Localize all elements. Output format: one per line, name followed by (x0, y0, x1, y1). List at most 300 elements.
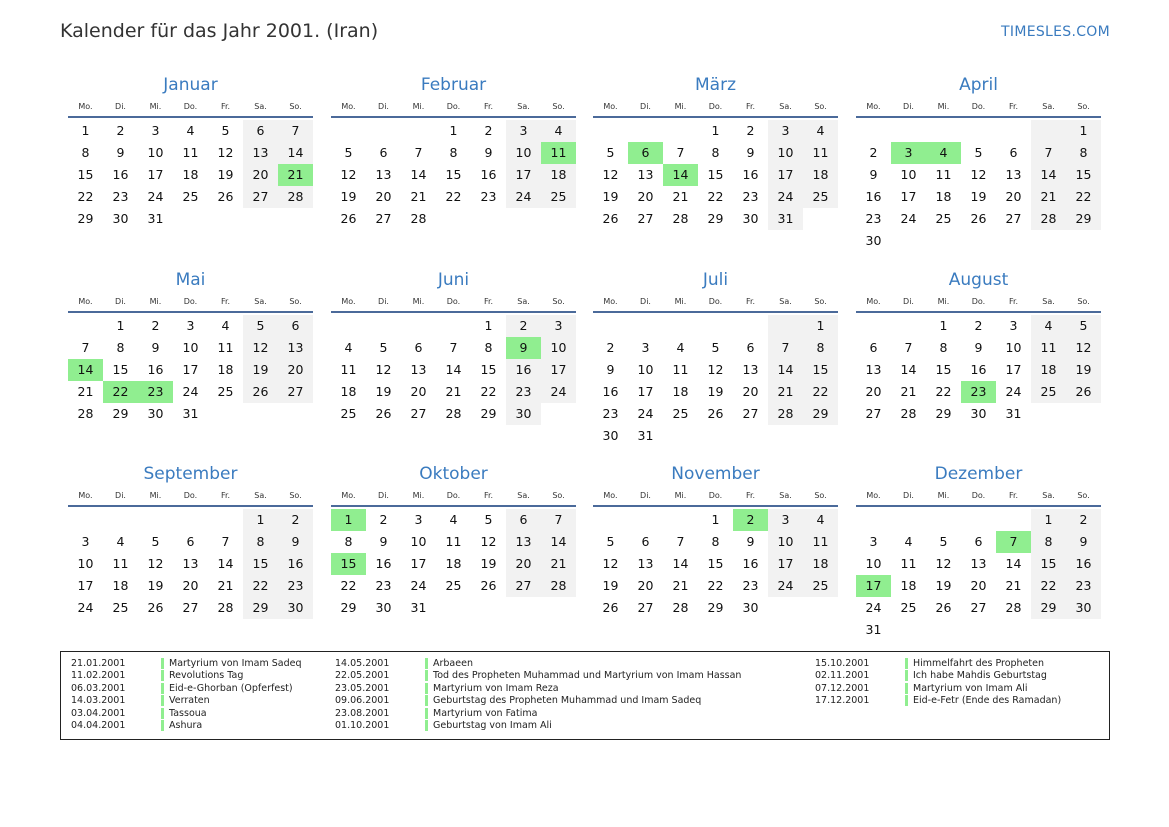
empty-cell (1066, 403, 1101, 425)
day-cell: 6 (414, 340, 423, 355)
weekday-header (593, 293, 838, 313)
day-cell: 30 (375, 600, 392, 615)
weekday-label: So. (1077, 297, 1090, 306)
day-cell: 6 (641, 534, 650, 549)
empty-cell (803, 425, 838, 447)
weekday-label: Fr. (1008, 297, 1019, 306)
day-cell: 15 (331, 553, 366, 575)
day-cell: 23 (865, 211, 882, 226)
weekday-label: Mi. (149, 491, 162, 500)
day-cell: 4 (1031, 315, 1066, 337)
day-cell: 25 (182, 189, 199, 204)
day-cell: 11 (340, 362, 357, 377)
weekday-label: Sa. (779, 297, 792, 306)
day-cell: 25 (803, 186, 838, 208)
day-cell: 21 (77, 384, 94, 399)
weekday-label: Mo. (603, 102, 618, 111)
day-cell: 18 (672, 384, 689, 399)
day-cell: 3 (768, 120, 803, 142)
day-cell: 10 (410, 534, 427, 549)
day-cell: 17 (856, 575, 891, 597)
day-cell: 18 (541, 164, 576, 186)
day-cell: 17 (637, 384, 654, 399)
weekday-label: Mo. (603, 297, 618, 306)
weekday-label: Mi. (412, 102, 425, 111)
day-cell: 4 (803, 509, 838, 531)
weekday-label: Mi. (149, 297, 162, 306)
empty-cell (926, 509, 961, 531)
day-cell: 11 (112, 556, 129, 571)
empty-cell (768, 597, 803, 619)
day-cell: 11 (541, 142, 576, 164)
weekday-label: So. (289, 102, 302, 111)
empty-cell (926, 120, 961, 142)
holiday-column (71, 657, 302, 732)
day-cell: 25 (217, 384, 234, 399)
day-cell: 9 (379, 534, 388, 549)
day-cell: 11 (935, 167, 952, 182)
day-cell: 19 (935, 578, 952, 593)
day-cell: 27 (410, 406, 427, 421)
weekday-label: Fr. (1008, 102, 1019, 111)
holiday-date: 22.05.2001 (335, 670, 390, 682)
day-cell: 15 (935, 362, 952, 377)
day-cell: 3 (186, 318, 195, 333)
holiday-date: 01.10.2001 (335, 720, 390, 732)
day-cell: 27 (1005, 211, 1022, 226)
day-cell: 30 (1066, 597, 1101, 619)
day-cell: 1 (243, 509, 278, 531)
day-cell: 22 (803, 381, 838, 403)
day-cell: 12 (935, 556, 952, 571)
month-name: April (959, 75, 998, 95)
holiday-date: 21.01.2001 (71, 657, 126, 669)
day-cell: 1 (711, 512, 720, 527)
month-juni (331, 267, 576, 425)
holiday-name: Martyrium von Imam Reza (433, 682, 559, 694)
month-name: Februar (420, 75, 487, 95)
day-cell: 8 (711, 534, 720, 549)
weekday-header (68, 98, 313, 118)
holiday-row (335, 707, 741, 720)
day-cell: 24 (900, 211, 917, 226)
day-cell: 27 (865, 406, 882, 421)
day-cell: 19 (602, 189, 619, 204)
day-cell: 7 (676, 534, 685, 549)
holiday-name: Tassoua (169, 707, 207, 719)
holiday-name: Tod des Propheten Muhammad und Martyrium von Imam Hassan (433, 670, 742, 682)
day-cell: 28 (1005, 600, 1022, 615)
day-cell: 7 (449, 340, 458, 355)
day-cell: 6 (186, 534, 195, 549)
day-cell: 17 (506, 164, 541, 186)
holiday-marker (905, 695, 908, 706)
empty-cell (803, 597, 838, 619)
day-cell: 20 (182, 578, 199, 593)
weekday-label: Mo. (78, 102, 93, 111)
empty-cell (891, 619, 926, 641)
day-cell: 16 (375, 556, 392, 571)
empty-cell (856, 315, 891, 337)
day-cell: 3 (81, 534, 90, 549)
day-cell: 28 (217, 600, 234, 615)
day-cell: 17 (147, 167, 164, 182)
empty-cell (926, 619, 961, 641)
weekday-label: Fr. (745, 491, 756, 500)
empty-cell (628, 315, 663, 337)
weekday-label: So. (552, 102, 565, 111)
day-cell: 22 (707, 189, 724, 204)
day-cell: 23 (138, 381, 173, 403)
day-cell: 13 (637, 556, 654, 571)
day-cell: 3 (641, 340, 650, 355)
day-cell: 2 (379, 512, 388, 527)
day-cell: 11 (672, 362, 689, 377)
day-cell: 8 (1031, 531, 1066, 553)
day-cell: 27 (278, 381, 313, 403)
empty-cell (891, 315, 926, 337)
day-cell: 20 (742, 384, 759, 399)
weekday-label: So. (1077, 491, 1090, 500)
weekday-label: So. (814, 297, 827, 306)
month-name: Mai (175, 270, 206, 290)
day-cell: 5 (939, 534, 948, 549)
day-cell: 24 (768, 186, 803, 208)
day-cell: 7 (414, 145, 423, 160)
day-cell: 15 (112, 362, 129, 377)
weekday-label: Di. (640, 491, 651, 500)
day-cell: 19 (147, 578, 164, 593)
weekday-label: Do. (446, 102, 461, 111)
day-cell: 6 (628, 142, 663, 164)
weekday-label: So. (1077, 102, 1090, 111)
holiday-row (71, 695, 302, 708)
day-cell: 4 (186, 123, 195, 138)
day-grid (593, 315, 838, 447)
empty-cell (961, 230, 996, 252)
day-cell: 21 (278, 164, 313, 186)
day-cell: 2 (116, 123, 125, 138)
day-cell: 1 (1031, 509, 1066, 531)
day-cell: 11 (217, 340, 234, 355)
day-cell: 3 (541, 315, 576, 337)
day-cell: 16 (865, 189, 882, 204)
weekday-label: Fr. (745, 102, 756, 111)
day-cell: 1 (449, 123, 458, 138)
day-cell: 29 (1066, 208, 1101, 230)
day-cell: 6 (278, 315, 313, 337)
day-cell: 18 (217, 362, 234, 377)
empty-cell (593, 315, 628, 337)
day-cell: 14 (1005, 556, 1022, 571)
day-cell: 16 (742, 167, 759, 182)
day-cell: 26 (707, 406, 724, 421)
day-cell: 23 (742, 189, 759, 204)
day-cell: 10 (77, 556, 94, 571)
empty-cell (541, 597, 576, 619)
holiday-name: Himmelfahrt des Propheten (913, 657, 1045, 669)
day-cell: 27 (970, 600, 987, 615)
weekday-label: Di. (903, 297, 914, 306)
weekday-label: Mo. (866, 102, 881, 111)
empty-cell (733, 315, 768, 337)
day-cell: 12 (217, 145, 234, 160)
weekday-label: Mo. (341, 297, 356, 306)
empty-cell (138, 509, 173, 531)
day-cell: 21 (541, 553, 576, 575)
day-cell: 6 (1009, 145, 1018, 160)
holiday-name: Eid-e-Ghorban (Opferfest) (169, 682, 293, 694)
day-cell: 12 (602, 556, 619, 571)
month-name: August (948, 270, 1009, 290)
day-cell: 29 (243, 597, 278, 619)
month-november (593, 461, 838, 619)
holiday-date: 03.04.2001 (71, 707, 126, 719)
day-cell: 20 (243, 164, 278, 186)
weekday-label: Sa. (1042, 491, 1055, 500)
holiday-row (71, 707, 302, 720)
day-cell: 10 (147, 145, 164, 160)
day-grid (68, 120, 313, 230)
weekday-label: Di. (115, 491, 126, 500)
day-cell: 3 (506, 120, 541, 142)
day-cell: 15 (1066, 164, 1101, 186)
day-cell: 26 (1066, 381, 1101, 403)
day-cell: 6 (379, 145, 388, 160)
weekday-header (856, 293, 1101, 313)
day-cell: 9 (746, 534, 755, 549)
day-cell: 23 (506, 381, 541, 403)
holiday-date: 04.04.2001 (71, 720, 126, 732)
empty-cell (331, 120, 366, 142)
day-cell: 30 (112, 211, 129, 226)
empty-cell (173, 509, 208, 531)
day-cell: 31 (1005, 406, 1022, 421)
day-cell: 14 (672, 556, 689, 571)
day-cell: 24 (1005, 384, 1022, 399)
empty-cell (401, 315, 436, 337)
day-cell: 8 (1066, 142, 1101, 164)
day-cell: 4 (904, 534, 913, 549)
day-cell: 30 (742, 211, 759, 226)
weekday-header (593, 98, 838, 118)
month-name: Juli (702, 270, 729, 290)
month-name: Januar (163, 75, 218, 95)
day-cell: 23 (112, 189, 129, 204)
empty-cell (103, 509, 138, 531)
day-cell: 29 (340, 600, 357, 615)
day-cell: 29 (935, 406, 952, 421)
day-grid (331, 315, 576, 425)
day-cell: 25 (112, 600, 129, 615)
day-cell: 23 (961, 381, 996, 403)
day-cell: 15 (707, 556, 724, 571)
day-cell: 30 (865, 233, 882, 248)
day-cell: 5 (606, 534, 615, 549)
day-cell: 21 (672, 578, 689, 593)
weekday-label: So. (289, 297, 302, 306)
weekday-label: Sa. (254, 297, 267, 306)
day-cell: 24 (637, 406, 654, 421)
day-cell: 25 (445, 578, 462, 593)
day-cell: 28 (445, 406, 462, 421)
weekday-label: Do. (971, 297, 986, 306)
day-cell: 22 (77, 189, 94, 204)
day-cell: 13 (506, 531, 541, 553)
weekday-label: Fr. (483, 297, 494, 306)
weekday-label: Fr. (1008, 491, 1019, 500)
day-cell: 23 (480, 189, 497, 204)
day-cell: 2 (278, 509, 313, 531)
day-cell: 8 (243, 531, 278, 553)
day-cell: 23 (375, 578, 392, 593)
weekday-label: Fr. (220, 102, 231, 111)
day-cell: 28 (768, 403, 803, 425)
weekday-label: Di. (115, 297, 126, 306)
empty-cell (593, 120, 628, 142)
day-cell: 4 (344, 340, 353, 355)
day-cell: 6 (869, 340, 878, 355)
month-juli (593, 267, 838, 447)
day-cell: 27 (637, 211, 654, 226)
empty-cell (961, 509, 996, 531)
weekday-label: Do. (971, 102, 986, 111)
day-cell: 16 (506, 359, 541, 381)
day-cell: 16 (1066, 553, 1101, 575)
weekday-label: Do. (971, 491, 986, 500)
day-cell: 7 (221, 534, 230, 549)
day-cell: 20 (865, 384, 882, 399)
day-cell: 1 (803, 315, 838, 337)
day-cell: 14 (900, 362, 917, 377)
day-cell: 10 (900, 167, 917, 182)
month-oktober (331, 461, 576, 619)
day-cell: 3 (869, 534, 878, 549)
day-cell: 14 (68, 359, 103, 381)
day-grid (331, 120, 576, 230)
day-cell: 15 (445, 167, 462, 182)
day-cell: 3 (1009, 318, 1018, 333)
holiday-name: Martyrium von Imam Ali (913, 682, 1028, 694)
holiday-date: 14.03.2001 (71, 695, 126, 707)
day-cell: 7 (1031, 142, 1066, 164)
day-cell: 25 (340, 406, 357, 421)
day-cell: 31 (637, 428, 654, 443)
holiday-name: Ashura (169, 720, 203, 732)
day-cell: 6 (243, 120, 278, 142)
empty-cell (996, 509, 1031, 531)
holiday-date: 14.05.2001 (335, 657, 390, 669)
empty-cell (471, 208, 506, 230)
day-cell: 18 (1031, 359, 1066, 381)
weekday-label: Fr. (220, 491, 231, 500)
weekday-label: Fr. (745, 297, 756, 306)
day-cell: 8 (939, 340, 948, 355)
day-cell: 6 (506, 509, 541, 531)
day-cell: 30 (147, 406, 164, 421)
site-link[interactable]: TIMESLES.COM (1001, 24, 1110, 40)
holiday-marker (425, 670, 428, 681)
empty-cell (996, 619, 1031, 641)
day-grid (593, 509, 838, 619)
day-grid (856, 120, 1101, 252)
empty-cell (1031, 619, 1066, 641)
day-cell: 3 (414, 512, 423, 527)
holiday-marker (425, 708, 428, 719)
day-cell: 17 (900, 189, 917, 204)
empty-cell (628, 509, 663, 531)
day-cell: 29 (480, 406, 497, 421)
day-cell: 20 (506, 553, 541, 575)
empty-cell (663, 120, 698, 142)
day-cell: 23 (602, 406, 619, 421)
holiday-marker (161, 720, 164, 731)
weekday-label: So. (814, 491, 827, 500)
day-cell: 10 (1005, 340, 1022, 355)
day-cell: 8 (449, 145, 458, 160)
day-cell: 3 (768, 509, 803, 531)
weekday-label: Mi. (674, 297, 687, 306)
empty-cell (1031, 230, 1066, 252)
weekday-label: Do. (446, 297, 461, 306)
month-april (856, 72, 1101, 252)
day-cell: 12 (1066, 337, 1101, 359)
day-cell: 12 (243, 337, 278, 359)
day-cell: 26 (480, 578, 497, 593)
holiday-date: 02.11.2001 (815, 670, 870, 682)
holiday-row (335, 720, 741, 733)
day-cell: 14 (1031, 164, 1066, 186)
day-cell: 29 (707, 600, 724, 615)
empty-cell (698, 425, 733, 447)
day-cell: 27 (742, 406, 759, 421)
empty-cell (208, 208, 243, 230)
holiday-marker (161, 695, 164, 706)
day-cell: 19 (217, 167, 234, 182)
day-cell: 6 (974, 534, 983, 549)
day-cell: 14 (663, 164, 698, 186)
day-cell: 8 (803, 337, 838, 359)
day-cell: 3 (891, 142, 926, 164)
day-grid (856, 509, 1101, 641)
day-cell: 21 (1005, 578, 1022, 593)
day-cell: 2 (606, 340, 615, 355)
day-cell: 18 (112, 578, 129, 593)
day-cell: 9 (151, 340, 160, 355)
day-cell: 30 (506, 403, 541, 425)
weekday-label: Do. (708, 102, 723, 111)
empty-cell (471, 597, 506, 619)
day-cell: 14 (278, 142, 313, 164)
holiday-date: 17.12.2001 (815, 695, 870, 707)
day-cell: 30 (970, 406, 987, 421)
month-name: Dezember (934, 464, 1023, 484)
empty-cell (856, 509, 891, 531)
day-cell: 23 (1066, 575, 1101, 597)
day-cell: 10 (768, 531, 803, 553)
day-cell: 19 (243, 359, 278, 381)
day-cell: 4 (926, 142, 961, 164)
holiday-name: Eid-e-Fetr (Ende des Ramadan) (913, 695, 1062, 707)
day-cell: 4 (221, 318, 230, 333)
weekday-label: Mi. (149, 102, 162, 111)
weekday-label: Mo. (866, 297, 881, 306)
day-cell: 27 (243, 186, 278, 208)
holiday-name: Revolutions Tag (169, 670, 244, 682)
day-cell: 13 (182, 556, 199, 571)
holiday-name: Martyrium von Imam Sadeq (169, 657, 302, 669)
weekday-label: Mo. (603, 491, 618, 500)
